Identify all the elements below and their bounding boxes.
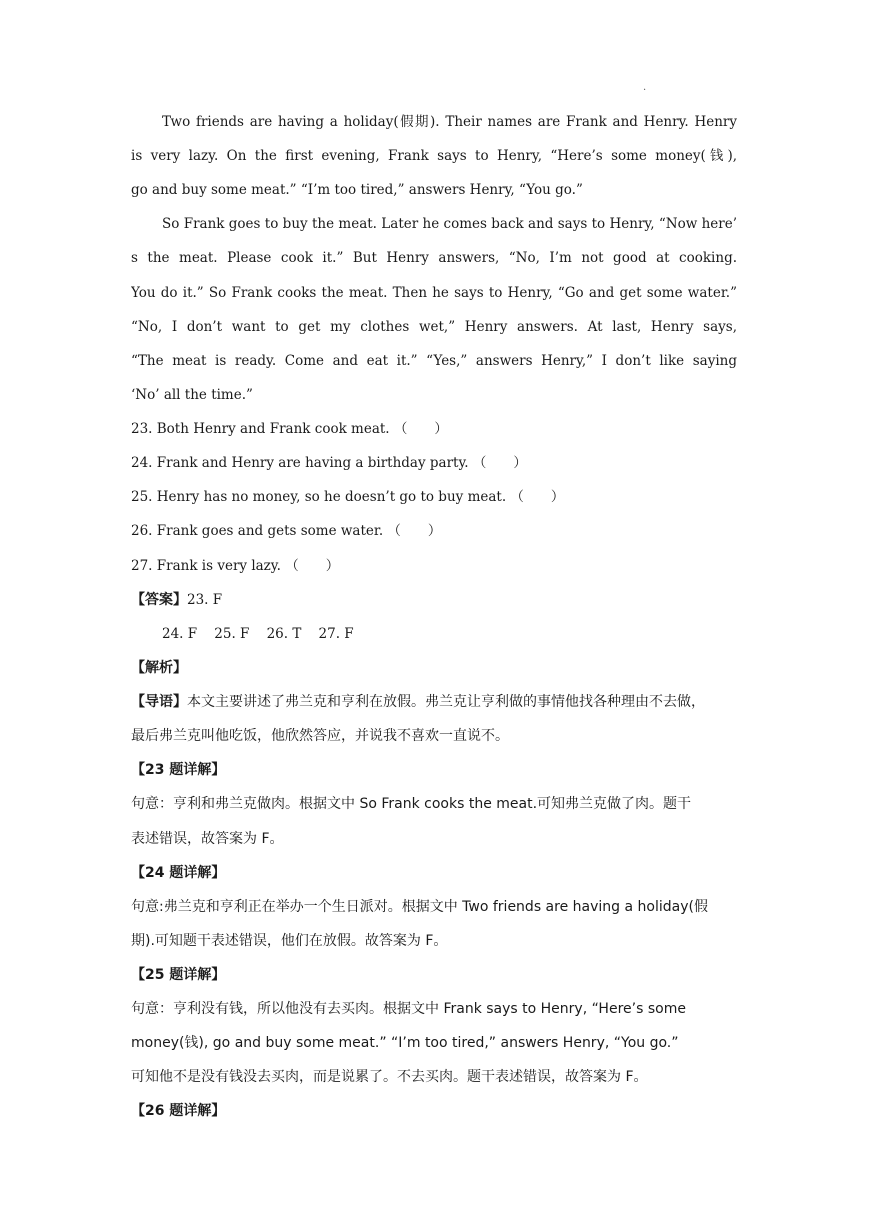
q24-detail-line: 句意:弗兰克和亨利正在举办一个生日派对。根据文中 Two friends are having a holiday(假 <box>131 899 708 915</box>
intro-label: 【导语】 <box>131 694 187 710</box>
q23-label: 【23 题详解】 <box>131 762 226 778</box>
analysis-label: 【解析】 <box>131 660 187 676</box>
q25-label: 【25 题详解】 <box>131 967 226 983</box>
q26-label: 【26 题详解】 <box>131 1103 226 1119</box>
intro-line-2: 最后弗兰克叫他吃饭，他欣然答应，并说我不喜欢一直说不。 <box>131 728 509 744</box>
question-item: 23. Both Henry and Frank cook meat. （ ） <box>131 421 448 437</box>
q24-detail-line: 期).可知题干表述错误，他们在放假。故答案为 F。 <box>131 933 448 949</box>
passage-line: ‘No’ all the time.” <box>131 387 253 403</box>
question-item: 26. Frank goes and gets some water. （ ） <box>131 523 442 539</box>
question-item: 24. Frank and Henry are having a birthday party. （ ） <box>131 455 527 471</box>
answer-line <box>131 583 737 617</box>
answer-rest: 24. F 25. F 26. T 27. F <box>162 626 354 642</box>
passage-line: You do it.” So Frank cooks the meat. Then he says to Henry, “Go and get some water.” <box>131 285 737 301</box>
q25-detail-line: 句意：亨利没有钱，所以他没有去买肉。根据文中 Frank says to Henry, “Here’s some <box>131 1001 686 1017</box>
intro-text: 本文主要讲述了弗兰克和亨利在放假。弗兰克让亨利做的事情他找各种理由不去做， <box>187 694 705 710</box>
passage-line: “The meat is ready. Come and eat it.” “Yes,” answers Henry,” I don’t like saying <box>131 353 737 369</box>
page-marker: . <box>643 82 647 93</box>
passage-line: “No, I don’t want to get my clothes wet,” Henry answers. At last, Henry says, <box>131 319 737 335</box>
passage-line: So Frank goes to buy the meat. Later he comes back and says to Henry, “Now here’ <box>162 216 737 232</box>
question-item: 25. Henry has no money, so he doesn’t go to buy meat. （ ） <box>131 489 565 505</box>
q25-detail-line: money(钱), go and buy some meat.” “I’m too tired,” answers Henry, “You go.” <box>131 1035 679 1051</box>
answer-label: 【答案】 <box>131 592 187 608</box>
intro-line <box>131 685 737 719</box>
q24-label: 【24 题详解】 <box>131 865 226 881</box>
question-item: 27. Frank is very lazy. （ ） <box>131 558 340 574</box>
passage-line: go and buy some meat.” “I’m too tired,” answers Henry, “You go.” <box>131 182 583 198</box>
answer-first: 23. F <box>187 592 223 608</box>
passage-line: s the meat. Please cook it.” But Henry answers, “No, I’m not good at cooking. <box>131 250 737 266</box>
q23-detail-line: 表述错误，故答案为 F。 <box>131 831 284 847</box>
passage-line: is very lazy. On the first evening, Frank says to Henry, “Here’s some money(钱), <box>131 148 737 164</box>
q25-detail-line: 可知他不是没有钱没去买肉，而是说累了。不去买肉。题干表述错误，故答案为 F。 <box>131 1069 648 1085</box>
q23-detail-line: 句意：亨利和弗兰克做肉。根据文中 So Frank cooks the meat.可知弗兰克做了肉。题干 <box>131 796 692 812</box>
passage-line: Two friends are having a holiday(假期). Their names are Frank and Henry. Henry <box>162 114 737 130</box>
